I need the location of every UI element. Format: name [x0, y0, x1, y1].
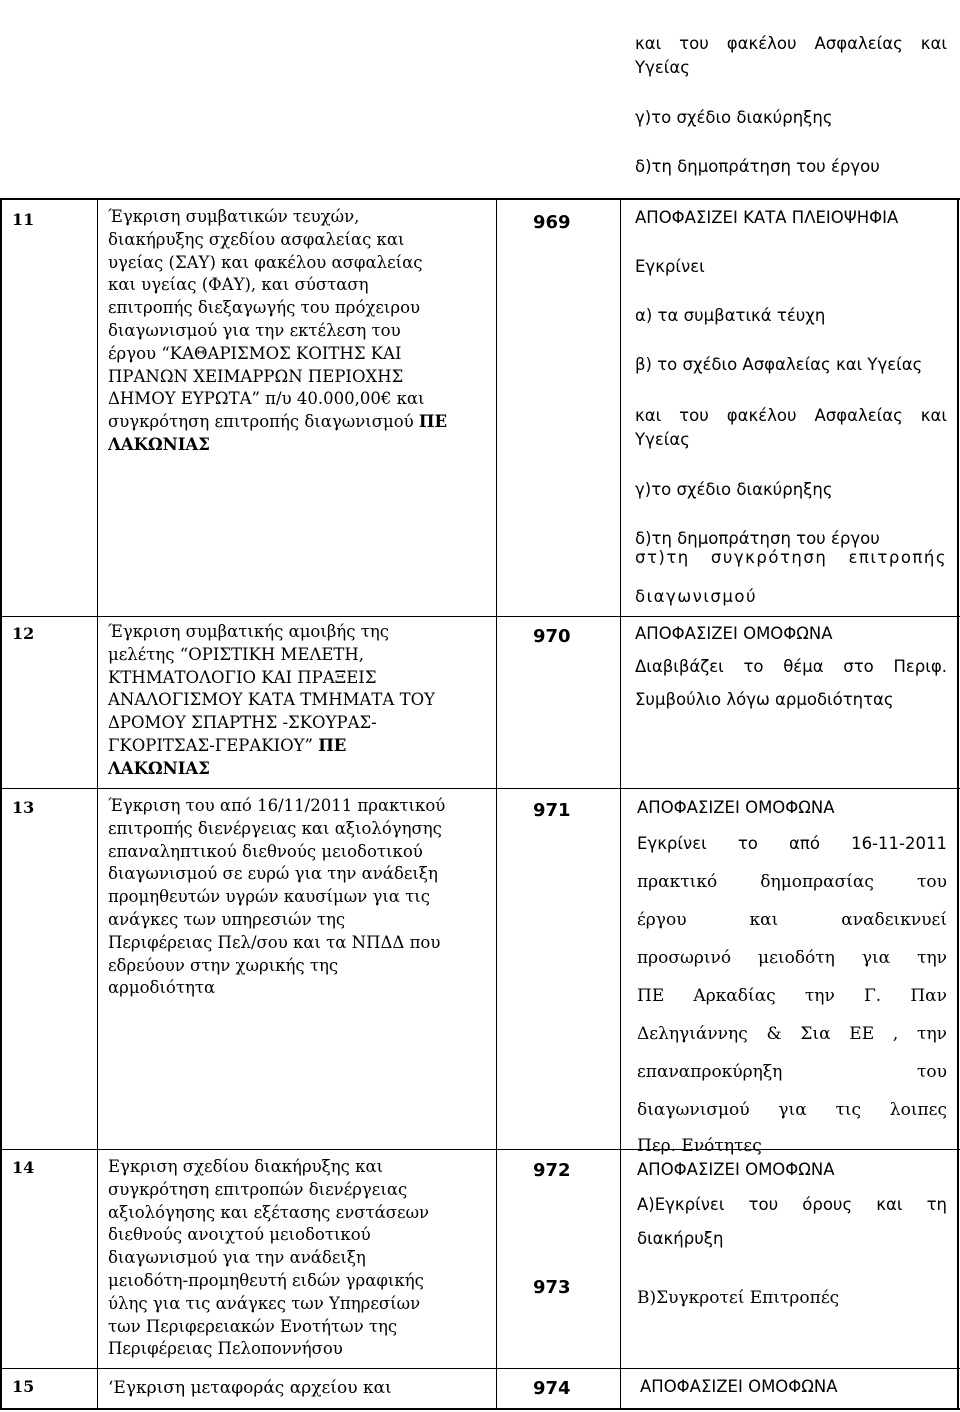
row-number: 15 — [12, 1377, 35, 1396]
continuation-item-d: δ)τη δημοπράτηση του έργου — [635, 157, 880, 176]
column-divider-3 — [620, 198, 621, 1410]
subject-line: και υγείας (ΦΑΥ), και σύσταση — [108, 275, 369, 295]
row-number: 12 — [12, 624, 35, 643]
decision-line: β) το σχέδιο Ασφαλείας και Υγείας — [635, 355, 923, 374]
decision-title: ΑΠΟΦΑΣΙΖΕΙ ΟΜΟΦΩΝΑ — [635, 624, 833, 643]
subject-line: ΚΤΗΜΑΤΟΛΟΓΙΟ ΚΑΙ ΠΡΑΞΕΙΣ — [108, 667, 377, 687]
subject-line: επιτροπής διεξαγωγής του πρόχειρου — [108, 298, 421, 318]
decision-line: Δεληγιάννης & Σια ΕΕ , την — [637, 1024, 947, 1044]
subject-bold: ΠΕ — [318, 735, 347, 755]
continuation-line: Υγείας — [635, 58, 690, 77]
continuation-block — [635, 32, 947, 176]
decision-line: Εγκρίνει το από 16-11-2011 — [637, 834, 947, 853]
decision-line: στ)τη συγκρότηση επιτροπής — [635, 548, 947, 567]
subject-line: προμηθευτών υγρών καυσίμων για τις — [108, 887, 431, 907]
subject-line — [108, 411, 490, 434]
subject-line: Έγκριση συμβατικής αμοιβής της — [108, 622, 389, 641]
subject-bold-line — [108, 434, 490, 457]
subject-line: διαγωνισμού για την εκτέλεση του — [108, 320, 401, 340]
subject-line: Έγκριση του από 16/11/2011 πρακτικού — [108, 796, 446, 815]
decision-line: διαγωνισμού — [635, 587, 758, 606]
table-border-bottom — [0, 1408, 960, 1410]
decision-line: Διαβιβάζει το θέμα στο Περιφ. — [635, 657, 947, 676]
subject-text: συγκρότηση επιτροπής διαγωνισμού — [108, 412, 414, 432]
subject-line: αξιολόγησης και εξέτασης ενστάσεων — [108, 1202, 430, 1222]
decision-line: Α)Εγκρίνει του όρους και τη — [637, 1195, 947, 1214]
decision-line: προσωρινό μειοδότη για την — [637, 948, 947, 968]
subject-line: επαναληπτικού διεθνούς μειοδοτικού — [108, 841, 423, 861]
subject-line: ανάγκες των υπηρεσιών της — [108, 909, 346, 929]
decision-line: ΠΕ Αρκαδίας την Γ. Παν — [637, 986, 947, 1006]
subject-line: Περιφέρειας Πελ/σου και τα ΝΠΔΔ που — [108, 932, 441, 952]
decision-line: πρακτικό δημοπρασίας του — [637, 872, 947, 892]
subject-line: έργου “ΚΑΘΑΡΙΣΜΟΣ ΚΟΙΤΗΣ ΚΑΙ — [108, 343, 402, 363]
decision-line: επαναπροκύρηξη του — [637, 1062, 947, 1082]
row-subject — [108, 1156, 490, 1361]
subject-line: διαγωνισμού σε ευρώ για την ανάδειξη — [108, 864, 438, 884]
decision-number-secondary: 973 — [533, 1277, 571, 1298]
subject-line: υγείας (ΣΑΥ) και φακέλου ασφαλείας — [108, 252, 423, 272]
decision-text — [635, 208, 947, 606]
decision-line: Υγείας — [635, 430, 690, 449]
decision-text — [637, 796, 947, 1158]
decision-text — [635, 624, 947, 709]
decision-title: ΑΠΟΦΑΣΙΖΕΙ ΚΑΤΑ ΠΛΕΙΟΨΗΦΙΑ — [635, 208, 899, 227]
decision-number: 974 — [533, 1378, 571, 1399]
subject-bold: ΛΑΚΩΝΙΑΣ — [108, 434, 210, 454]
decision-number: 969 — [533, 212, 571, 233]
table-border-top — [0, 198, 960, 200]
row-divider-14-15 — [0, 1368, 960, 1369]
row-number: 14 — [12, 1158, 35, 1177]
row-divider-12-13 — [0, 788, 960, 789]
subject-bold: ΛΑΚΩΝΙΑΣ — [108, 758, 210, 778]
decision-title: ΑΠΟΦΑΣΙΖΕΙ ΟΜΟΦΩΝΑ — [637, 1160, 835, 1179]
row-subject — [108, 795, 490, 1000]
decision-line: γ)το σχέδιο διακύρηξης — [635, 480, 833, 499]
row-subject — [108, 621, 490, 781]
subject-line: διαγωνισμού για την ανάδειξη — [108, 1248, 366, 1268]
decision-line: δ)τη δημοπράτηση του έργου — [635, 529, 880, 548]
decision-number: 972 — [533, 1160, 571, 1181]
row-number: 11 — [12, 210, 35, 229]
subject-line: μειοδότη-προμηθευτή ειδών γραφικής — [108, 1270, 424, 1290]
row-subject — [108, 206, 490, 457]
table-border-left — [0, 198, 2, 1410]
column-divider-1 — [97, 198, 98, 1410]
subject-line: διακήρυξης σχεδίου ασφαλείας και — [108, 229, 405, 249]
subject-line: ΔΡΟΜΟΥ ΣΠΑΡΤΗΣ -ΣΚΟΥΡΑΣ- — [108, 713, 377, 733]
decision-number: 971 — [533, 800, 571, 821]
decision-line: έργου και αναδεικνυεί — [637, 910, 947, 930]
decision-line: Περ. Ενότητες — [637, 1136, 762, 1156]
decision-title: ΑΠΟΦΑΣΙΖΕΙ ΟΜΟΦΩΝΑ — [637, 798, 835, 817]
subject-line: αρμοδιότητα — [108, 978, 216, 998]
decision-number: 970 — [533, 626, 571, 647]
decision-line: Εγκρίνει — [635, 257, 705, 276]
subject-line: Έγκριση συμβατικών τευχών, — [108, 207, 360, 226]
decision-line: και του φακέλου Ασφαλείας και — [635, 406, 947, 425]
continuation-item-c: γ)το σχέδιο διακύρηξης — [635, 108, 833, 127]
subject-line: των Περιφερειακών Ενοτήτων της — [108, 1316, 398, 1336]
decision-line: Συμβούλιο λόγω αρμοδιότητας — [635, 690, 894, 709]
subject-line: Εγκριση σχεδίου διακήρυξης και — [108, 1157, 384, 1176]
decision-line: διακήρυξη — [637, 1229, 724, 1248]
subject-bold: ΠΕ — [418, 412, 448, 432]
subject-line: επιτροπής διενέργειας και αξιολόγησης — [108, 818, 442, 838]
subject-line: ΔΗΜΟΥ ΕΥΡΩΤΑ” π/υ 40.000,00€ και — [108, 389, 425, 409]
subject-line: συγκρότηση επιτροπών διενέργειας — [108, 1179, 408, 1199]
decision-line: α) τα συμβατικά τέυχη — [635, 306, 826, 325]
subject-line: Περιφέρειας Πελοποννήσου — [108, 1339, 343, 1359]
subject-line: ύλης για τις ανάγκες των Υπηρεσίων — [108, 1293, 421, 1313]
subject-line: ΑΝΑΛΟΓΙΣΜΟΥ ΚΑΤΑ ΤΜΗΜΑΤΑ ΤΟΥ — [108, 690, 436, 710]
decision-title: ΑΠΟΦΑΣΙΖΕΙ ΟΜΟΦΩΝΑ — [640, 1377, 838, 1396]
row-number: 13 — [12, 798, 35, 817]
subject-line: ΠΡΑΝΩΝ ΧΕΙΜΑΡΡΩΝ ΠΕΡΙΟΧΗΣ — [108, 366, 404, 386]
table-border-right — [957, 198, 959, 1410]
subject-line: εδρεύουν στην χωρικής της — [108, 955, 339, 975]
continuation-line: και του φακέλου Ασφαλείας και — [635, 34, 947, 53]
row-subject: ‘Εγκριση μεταφοράς αρχείου και — [108, 1378, 392, 1398]
subject-text: ΓΚΟΡΙΤΣΑΣ-ΓΕΡΑΚΙΟΥ” — [108, 735, 313, 755]
subject-line: μελέτης “ΟΡΙΣΤΙΚΗ ΜΕΛΕΤΗ, — [108, 644, 365, 664]
decision-line: διαγωνισμού για τις λοιπες — [637, 1100, 947, 1120]
column-divider-2 — [496, 198, 497, 1410]
subject-line: διεθνούς ανοιχτού μειοδοτικού — [108, 1225, 371, 1245]
row-divider-11-12 — [0, 616, 960, 617]
decision-line: Β)Συγκροτεί Επιτροπές — [637, 1288, 840, 1308]
subject-bold-line — [108, 758, 490, 781]
decision-text — [637, 1158, 947, 1310]
subject-line — [108, 735, 490, 758]
